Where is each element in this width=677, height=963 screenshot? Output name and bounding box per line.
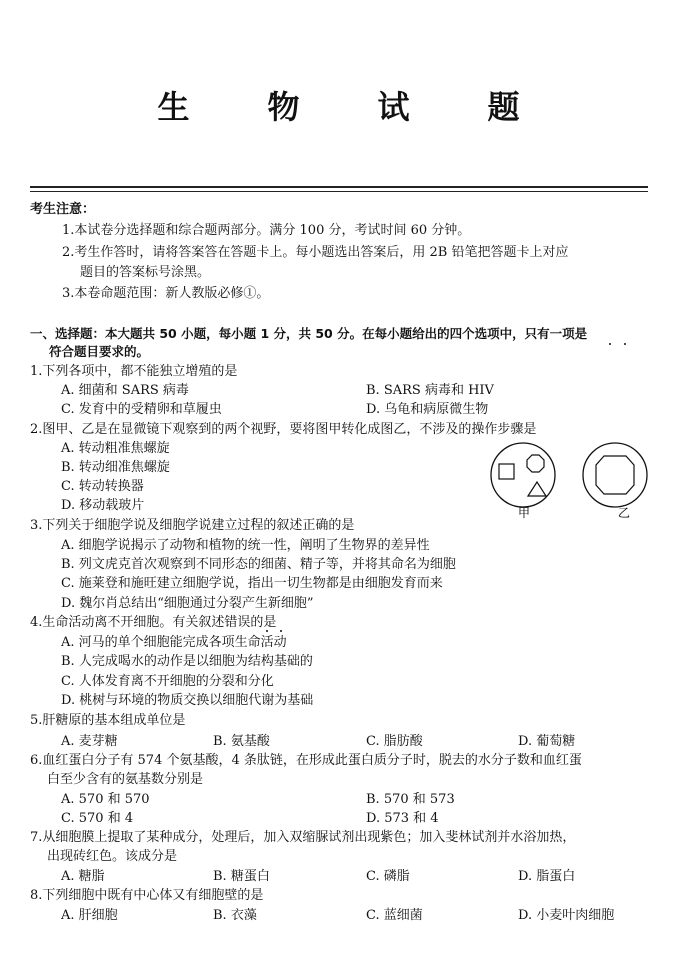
option: C. 570 和 4 — [61, 811, 134, 826]
question-stem: 2.图甲、乙是在显微镜下观察到的两个视野，要将图甲转化成图乙，不涉及的操作步骤是 — [30, 422, 537, 437]
question-stem: 3.下列关于细胞学说及细胞学说建立过程的叙述正确的是 — [30, 518, 355, 533]
option: D. 小麦叶肉细胞 — [518, 908, 615, 923]
notice-item: 2.考生作答时，请将答案答在答题卡上。每小题选出答案后，用 2B 铅笔把答题卡上对应 — [62, 245, 569, 260]
title-char: 题 — [487, 88, 520, 126]
option: C. 脂肪酸 — [366, 734, 423, 749]
notice-item: 3.本卷命题范围：新人教版必修①。 — [62, 286, 270, 301]
triangle-shape — [528, 482, 546, 496]
option: B. 糖蛋白 — [213, 869, 270, 884]
octagon-enlarged-shape — [596, 456, 634, 494]
question-stem: 1.下列各项中，都不能独立增殖的是 — [30, 364, 238, 379]
option: D. 桃树与环境的物质交换以细胞代谢为基础 — [61, 693, 314, 708]
header-rule-thin — [30, 191, 648, 192]
notice-heading: 考生注意： — [30, 202, 96, 217]
option: D. 乌龟和病原微生物 — [366, 402, 489, 417]
option: C. 施莱登和施旺建立细胞学说，指出一切生物都是由细胞发育而来 — [61, 576, 443, 591]
section-header-cont: 符合题目要求的。 — [49, 344, 150, 359]
label-jia: 甲 — [518, 506, 531, 520]
question-stem-cont: 出现砖红色。该成分是 — [47, 849, 178, 864]
option: B. SARS 病毒和 HIV — [366, 383, 494, 398]
notice-item: 1.本试卷分选择题和综合题两部分。满分 100 分，考试时间 60 分钟。 — [62, 223, 471, 238]
option: A. 麦芽糖 — [61, 734, 118, 749]
option: A. 糖脂 — [61, 869, 105, 884]
option: D. 葡萄糖 — [518, 734, 576, 749]
question-stem: 4.生命活动离不开细胞。有关叙述错误的是 — [30, 615, 277, 630]
section-header: 一、选择题：本大题共 50 小题，每小题 1 分，共 50 分。在每小题给出的四个选项中，只有一项是 — [30, 326, 588, 341]
title-char: 生 — [157, 88, 190, 126]
option: B. 人完成喝水的动作是以细胞为结构基础的 — [61, 654, 313, 669]
option: A. 细胞学说揭示了动物和植物的统一性，阐明了生物界的差异性 — [61, 538, 430, 553]
question-stem: 7.从细胞膜上提取了某种成分，处理后，加入双缩脲试剂出现紫色；加入斐林试剂并水浴加热， — [30, 830, 576, 845]
header-rule — [30, 186, 648, 188]
option: A. 肝细胞 — [61, 908, 118, 923]
option: C. 转动转换器 — [61, 479, 144, 494]
page-title — [0, 82, 677, 128]
emphasis-dot — [609, 343, 611, 345]
option: D. 脂蛋白 — [518, 869, 576, 884]
option: B. 570 和 573 — [366, 792, 455, 807]
option: C. 蓝细菌 — [366, 908, 423, 923]
microscope-fields-figure — [480, 438, 660, 520]
option: C. 人体发育离不开细胞的分裂和分化 — [61, 674, 274, 689]
emphasis-dot — [280, 630, 282, 632]
option: A. 河马的单个细胞能完成各项生命活动 — [61, 635, 287, 650]
notice-item: 题目的答案标号涂黑。 — [80, 265, 211, 280]
square-shape — [499, 464, 514, 479]
option: D. 573 和 4 — [366, 811, 439, 826]
option: A. 细菌和 SARS 病毒 — [61, 383, 189, 398]
question-stem: 6.血红蛋白分子有 574 个氨基酸，4 条肽链，在形成此蛋白质分子时，脱去的水分子数和血红蛋 — [30, 753, 582, 768]
option: B. 衣藻 — [213, 908, 257, 923]
option: A. 转动粗准焦螺旋 — [61, 441, 170, 456]
option: C. 发育中的受精卵和草履虫 — [61, 402, 222, 417]
label-yi: 乙 — [618, 506, 631, 520]
emphasis-dot — [624, 343, 626, 345]
field-yi-circle — [583, 443, 647, 507]
emphasis-dot — [266, 630, 268, 632]
octagon-shape — [527, 455, 544, 472]
title-char: 物 — [267, 88, 300, 126]
option: B. 列文虎克首次观察到不同形态的细菌、精子等，并将其命名为细胞 — [61, 557, 456, 572]
option: B. 氨基酸 — [213, 734, 270, 749]
question-stem-cont: 白至少含有的氨基数分别是 — [47, 772, 204, 787]
option: B. 转动细准焦螺旋 — [61, 460, 170, 475]
option: C. 磷脂 — [366, 869, 410, 884]
option: D. 移动载玻片 — [61, 498, 145, 513]
title-char: 试 — [377, 88, 410, 126]
option: A. 570 和 570 — [61, 792, 150, 807]
question-stem: 5.肝糖原的基本组成单位是 — [30, 713, 186, 728]
field-jia-circle — [491, 443, 555, 507]
question-stem: 8.下列细胞中既有中心体又有细胞壁的是 — [30, 888, 264, 903]
option: D. 魏尔肖总结出“细胞通过分裂产生新细胞” — [61, 596, 314, 611]
